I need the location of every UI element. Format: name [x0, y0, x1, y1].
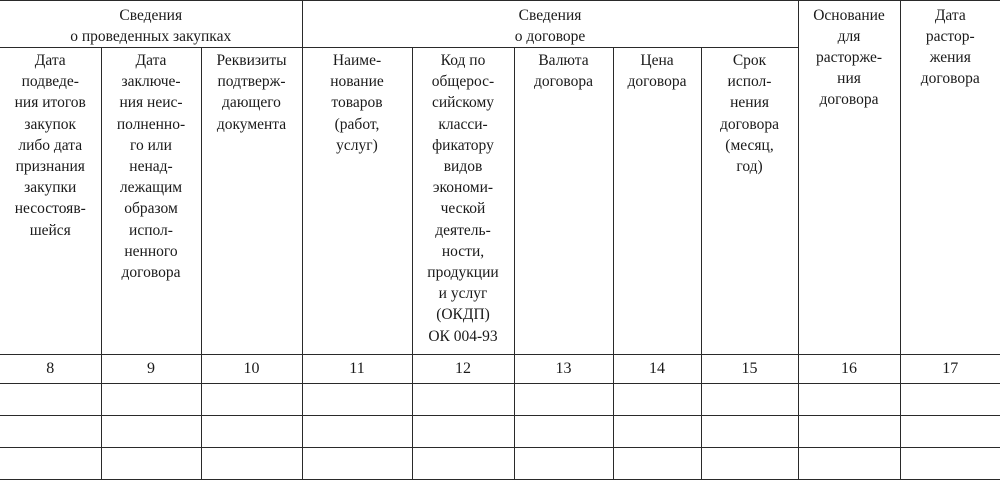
header-text-line: несостояв- [14, 200, 86, 218]
empty-cell[interactable] [798, 416, 900, 448]
header-text-line: договора [627, 73, 687, 91]
empty-cell[interactable] [613, 448, 701, 480]
header-text-line: ческой [440, 200, 486, 218]
header-text-line: документа [216, 115, 287, 133]
header-termination-date [900, 1, 1000, 355]
empty-data-row [0, 416, 1000, 448]
header-text-line: го или [130, 136, 172, 154]
header-results-date [0, 48, 101, 355]
empty-cell[interactable] [701, 384, 798, 416]
header-execution-term [701, 48, 798, 355]
empty-cell[interactable] [201, 448, 302, 480]
header-text-line: договора [920, 70, 980, 87]
header-text-line: Валюта [538, 52, 589, 69]
column-number: 17 [900, 355, 1000, 384]
header-text-line: испол- [727, 73, 772, 91]
empty-cell[interactable] [302, 416, 412, 448]
group-header-row [0, 1, 1000, 48]
empty-cell[interactable] [900, 448, 1000, 480]
header-text-line: Сведения [119, 7, 183, 24]
column-number: 12 [412, 355, 514, 384]
header-text-line: (работ, [334, 115, 380, 133]
header-text-line: Дата [934, 7, 966, 24]
empty-cell[interactable] [201, 416, 302, 448]
empty-cell[interactable] [514, 416, 613, 448]
header-text-line: растор- [925, 28, 975, 45]
header-text-line: о договоре [514, 28, 586, 45]
header-contract-price [613, 48, 701, 355]
empty-cell[interactable] [101, 448, 201, 480]
header-text-line: ности, [441, 242, 485, 260]
header-text-line: расторже- [815, 49, 883, 66]
header-okdp-code [412, 48, 514, 355]
column-number: 9 [101, 355, 201, 384]
header-text-line: деятель- [435, 221, 491, 239]
header-text-line: подтверж- [217, 73, 286, 91]
empty-cell[interactable] [412, 448, 514, 480]
empty-cell[interactable] [701, 448, 798, 480]
header-text-line: Наиме- [332, 52, 382, 69]
empty-cell[interactable] [798, 384, 900, 416]
header-contract-currency [514, 48, 613, 355]
header-text-line: видов [443, 158, 483, 176]
empty-cell[interactable] [0, 416, 101, 448]
empty-data-row [0, 384, 1000, 416]
header-text-line: (ОКДП) [436, 306, 490, 324]
empty-cell[interactable] [302, 448, 412, 480]
header-text-line: лежащим [119, 179, 183, 197]
empty-cell[interactable] [0, 384, 101, 416]
header-text-line: нения [730, 94, 769, 112]
header-text-line: жения [929, 49, 971, 66]
header-text-line: испол- [129, 221, 173, 239]
header-text-line: заключе- [121, 73, 181, 91]
empty-cell[interactable] [900, 416, 1000, 448]
header-text-line: подведе- [21, 73, 79, 91]
header-text-line: фикатору [432, 136, 494, 154]
empty-cell[interactable] [302, 384, 412, 416]
header-conclusion-date [101, 48, 201, 355]
header-text-line: закупок [24, 115, 77, 133]
header-text-line: договора [534, 73, 593, 91]
header-text-line: Сведения [518, 7, 582, 24]
empty-cell[interactable] [412, 384, 514, 416]
header-text-line: услуг) [336, 136, 378, 154]
header-text-line: класси- [438, 115, 488, 133]
header-document-details [201, 48, 302, 355]
header-text-line: нование [330, 73, 384, 91]
header-text-line: шейся [29, 221, 71, 239]
empty-cell[interactable] [701, 416, 798, 448]
header-text-line: договора [121, 264, 181, 282]
empty-cell[interactable] [0, 448, 101, 480]
empty-cell[interactable] [613, 416, 701, 448]
column-number-row [0, 355, 1000, 384]
header-text-line: Цена [640, 52, 674, 69]
group-contract-info [302, 1, 798, 48]
header-text-line: (месяц, [725, 136, 774, 154]
header-text-line: продукции [427, 264, 499, 282]
column-number: 11 [302, 355, 412, 384]
header-text-line: либо дата [18, 136, 83, 154]
header-text-line: образом [124, 200, 178, 218]
header-text-line: Код по [440, 52, 486, 69]
empty-cell[interactable] [514, 448, 613, 480]
header-text-line: Дата [135, 52, 167, 69]
header-text-line: ния [837, 70, 861, 87]
header-text-line: Основание [813, 7, 885, 24]
header-text-line: экономи- [432, 179, 494, 197]
header-text-line: ОК 004-93 [428, 327, 498, 345]
header-text-line: Срок [732, 52, 767, 69]
header-text-line: признания [15, 158, 85, 176]
header-text-line: ния итогов [14, 94, 86, 112]
header-text-line: и услуг [438, 285, 488, 303]
empty-cell[interactable] [412, 416, 514, 448]
column-number: 14 [613, 355, 701, 384]
empty-cell[interactable] [900, 384, 1000, 416]
empty-cell[interactable] [613, 384, 701, 416]
header-text-line: о проведенных закупках [70, 28, 232, 45]
header-text-line: год) [736, 158, 763, 176]
header-text-line: ния неис- [119, 94, 183, 112]
empty-cell[interactable] [201, 384, 302, 416]
header-text-line: общерос- [431, 73, 495, 91]
header-text-line: Дата [34, 52, 66, 69]
column-number: 8 [0, 355, 101, 384]
header-text-line: ненного [124, 242, 178, 260]
empty-cell[interactable] [514, 384, 613, 416]
empty-cell[interactable] [101, 416, 201, 448]
header-text-line: Реквизиты [216, 52, 287, 69]
column-number: 10 [201, 355, 302, 384]
header-termination-basis [798, 1, 900, 355]
header-text-line: договора [720, 115, 779, 133]
header-text-line: дающего [222, 94, 281, 112]
header-text-line: для [837, 28, 861, 45]
empty-data-row [0, 448, 1000, 480]
header-text-line: закупки [24, 179, 77, 197]
column-number: 16 [798, 355, 900, 384]
empty-cell[interactable] [798, 448, 900, 480]
group-procurement-info [0, 1, 302, 48]
header-text-line: договора [819, 91, 879, 108]
empty-cell[interactable] [101, 384, 201, 416]
header-text-line: ненад- [129, 158, 173, 176]
column-number: 15 [701, 355, 798, 384]
header-text-line: товаров [331, 94, 383, 112]
column-number: 13 [514, 355, 613, 384]
header-goods-name [302, 48, 412, 355]
header-text-line: сийскому [431, 94, 495, 112]
header-text-line: полненно- [116, 115, 186, 133]
